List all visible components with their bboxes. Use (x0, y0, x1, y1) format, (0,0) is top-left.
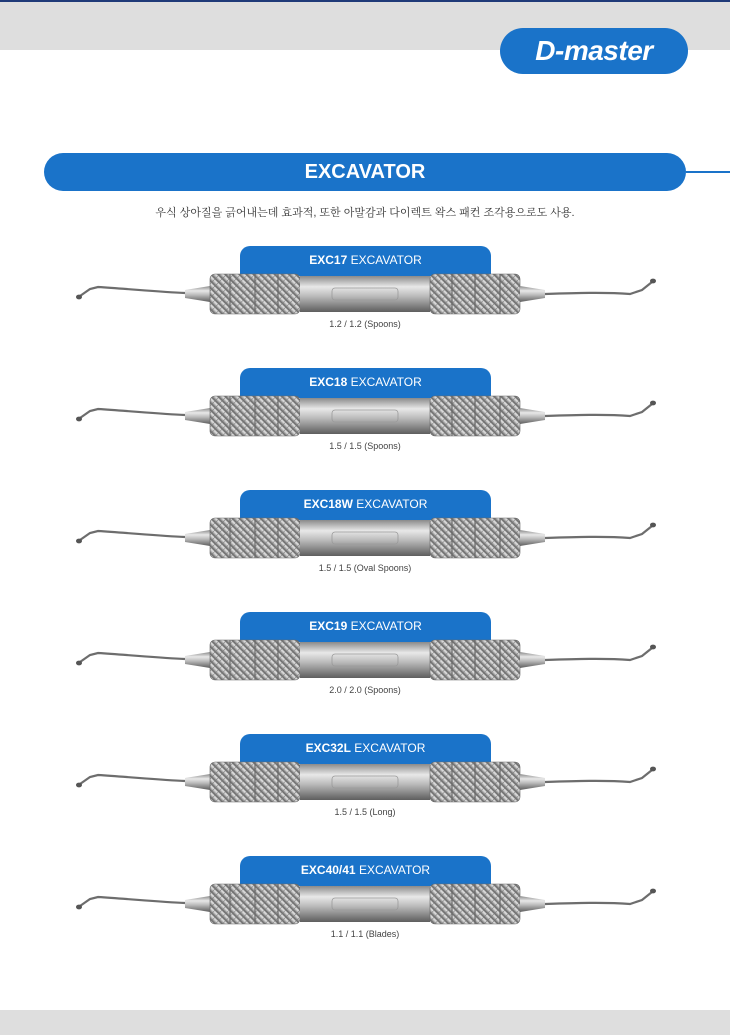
excavator-instrument-image (70, 634, 665, 690)
product-code: EXC19 (309, 619, 348, 633)
excavator-instrument-image (70, 512, 665, 568)
footer-band (0, 1010, 730, 1035)
product-spec: 1.5 / 1.5 (Oval Spoons) (318, 563, 412, 573)
section-description: 우식 상아질을 긁어내는데 효과적, 또한 아말감과 다이렉트 왁스 패컨 조각용으로도 사용. (155, 207, 575, 219)
excavator-instrument-image (70, 756, 665, 812)
brand-logo: D-master (500, 28, 688, 74)
product-spec: 1.1 / 1.1 (Blades) (330, 929, 400, 939)
section-divider (686, 171, 730, 173)
product-name: EXCAVATOR (358, 863, 431, 877)
product-name: EXCAVATOR (356, 497, 428, 511)
excavator-instrument-image (70, 878, 665, 934)
product-name: EXCAVATOR (350, 619, 422, 633)
product-exc17 (0, 246, 730, 356)
product-spec: 1.2 / 1.2 (Spoons) (329, 319, 401, 329)
product-spec: 1.5 / 1.5 (Spoons) (329, 441, 401, 451)
product-name: EXCAVATOR (350, 253, 422, 267)
product-exc18 (0, 368, 730, 478)
product-code: EXC18 (309, 375, 348, 389)
product-exc18w (0, 490, 730, 600)
product-code: EXC40/41 (300, 863, 356, 877)
section-title: EXCAVATOR (44, 153, 686, 191)
product-spec: 2.0 / 2.0 (Spoons) (329, 685, 401, 695)
excavator-instrument-image (70, 390, 665, 446)
product-exc19 (0, 612, 730, 722)
product-exc32l (0, 734, 730, 844)
product-code: EXC32L (305, 741, 351, 755)
product-spec: 1.5 / 1.5 (Long) (334, 807, 396, 817)
product-name: EXCAVATOR (350, 375, 422, 389)
product-exc40-41 (0, 856, 730, 966)
product-code: EXC17 (309, 253, 348, 267)
excavator-instrument-image (70, 268, 665, 324)
product-name: EXCAVATOR (354, 741, 426, 755)
product-code: EXC18W (303, 497, 353, 511)
